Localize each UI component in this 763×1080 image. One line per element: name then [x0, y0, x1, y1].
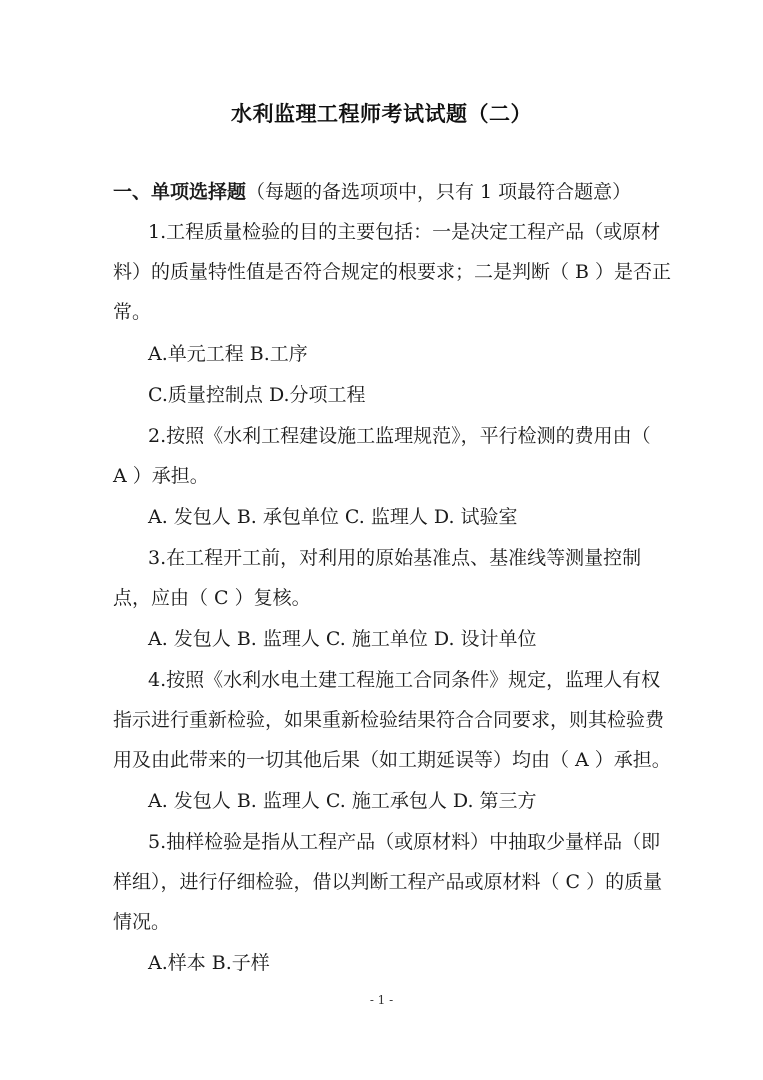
text-line: 4.按照《水利水电土建工程施工合同条件》规定，监理人有权 — [148, 669, 661, 691]
text-line: A ）承担。 — [113, 465, 209, 487]
text-line: 用及由此带来的一切其他后果（如工期延误等）均由（ A ）承担。 — [113, 749, 671, 771]
text-line: 1.工程质量检验的目的主要包括：一是决定工程产品（或原材 — [148, 221, 661, 243]
text-line: 情况。 — [113, 911, 171, 933]
text-line: 指示进行重新检验，如果重新检验结果符合合同要求，则其检验费 — [113, 709, 665, 731]
text-line: 3.在工程开工前，对利用的原始基准点、基准线等测量控制 — [148, 547, 642, 569]
document-title: 水利监理工程师考试试题（二） — [231, 102, 532, 126]
section-heading: 一、单项选择题 — [113, 181, 247, 203]
section-header — [113, 180, 631, 204]
text-line: 样组），进行仔细检验，借以判断工程产品或原材料（ C ）的质量 — [113, 871, 663, 893]
text-line: A. 发包人 B. 监理人 C. 施工单位 D. 设计单位 — [148, 628, 537, 650]
text-line: 2.按照《水利工程建设施工监理规范》，平行检测的费用由（ — [148, 425, 651, 447]
section-note: （每题的备选项项中，只有 1 项最符合题意） — [246, 181, 632, 203]
page-number: - 1 - — [369, 993, 394, 1007]
text-line: A.样本 B.子样 — [148, 952, 270, 974]
text-line: 5.抽样检验是指从工程产品（或原材料）中抽取少量样品（即 — [148, 831, 661, 853]
text-line: 点，应由（ C ）复核。 — [113, 587, 311, 609]
text-line: A. 发包人 B. 承包单位 C. 监理人 D. 试验室 — [148, 506, 518, 528]
text-line: A. 发包人 B. 监理人 C. 施工承包人 D. 第三方 — [148, 790, 537, 812]
text-line: 料）的质量特性值是否符合规定的根要求；二是判断（ B ）是否正 — [113, 261, 672, 283]
text-line: A.单元工程 B.工序 — [148, 343, 308, 365]
text-line: C.质量控制点 D.分项工程 — [148, 384, 366, 406]
text-line: 常。 — [113, 301, 152, 323]
